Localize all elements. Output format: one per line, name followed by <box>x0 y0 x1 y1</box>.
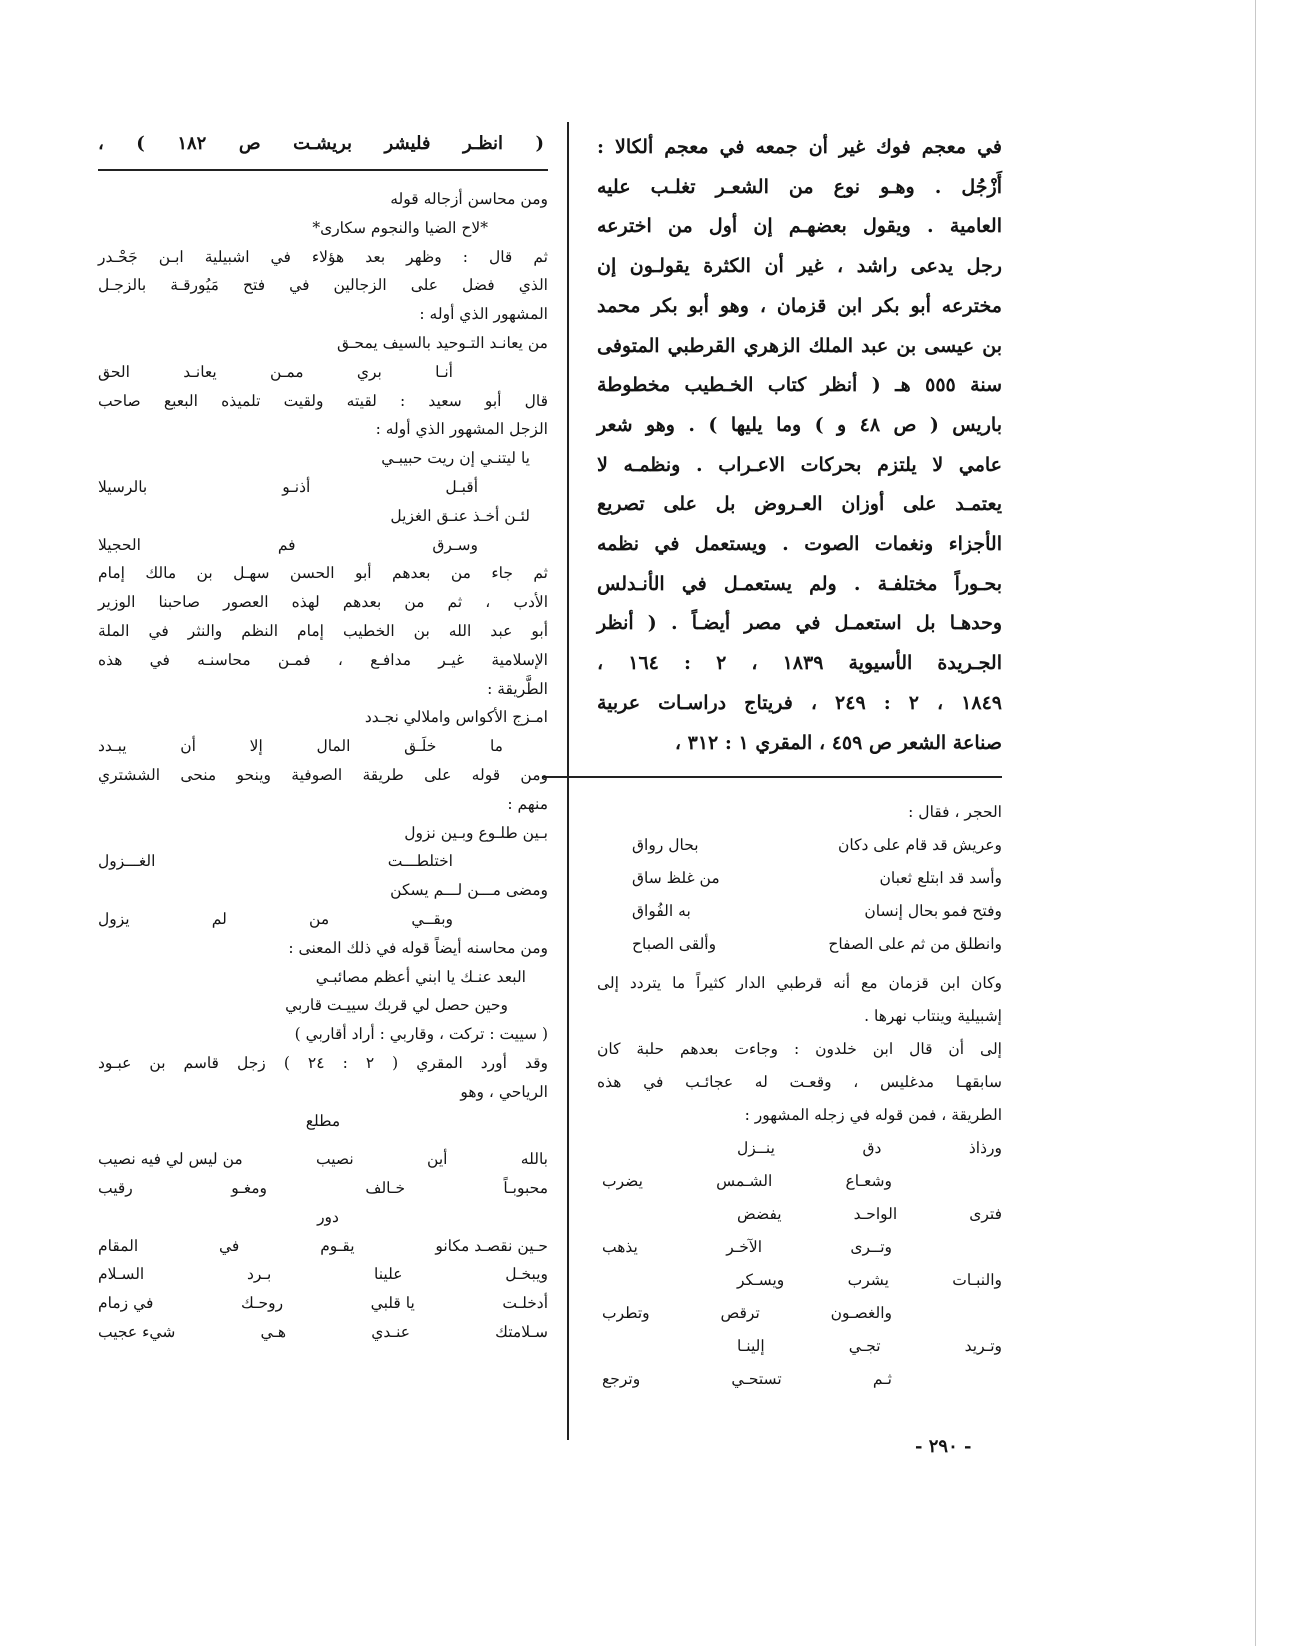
section-label: دور <box>317 1207 339 1226</box>
zajal-word: يفضض <box>737 1205 782 1224</box>
text-line: وحدهـا بل استعمـل في مصر أيضـاً . ( أنظر <box>597 612 1002 635</box>
page-number: - ٢٩٠ - <box>915 1436 972 1457</box>
text-line: سابقهـا مدغليس ، وقعـت له عجائـب في هذه <box>597 1073 1002 1092</box>
zajal-line <box>737 1330 1002 1363</box>
zajal-word: والنبـات <box>952 1271 1002 1290</box>
verse-row <box>632 928 1002 961</box>
text-line: صناعة الشعر ص ٤٥٩ ، المقري ١ : ٣١٢ ، <box>674 731 1002 754</box>
text-line: الإسلامية غيـر مدافـع ، فمـن محاسنـه في هذه <box>98 650 548 669</box>
poem-line <box>98 1232 548 1261</box>
text-line: لئـن أخـذ عنـق الغزيل <box>390 506 530 525</box>
poem-word: السـلام <box>98 1265 145 1284</box>
main-paragraph <box>597 128 1002 763</box>
poem-word: ويبخـل <box>505 1265 548 1284</box>
text-line: الأجزاء ونغمات الصوت . ويستعمل في نظمه <box>597 533 1002 556</box>
text-line: الذي فضل على الزجالين في فتح مَيُورقـة بالزجـل <box>98 276 548 295</box>
zajal-word: الواحـد <box>853 1205 898 1224</box>
text-line: يعتمـد على أوزان العـروض بل على تصريع <box>597 493 1002 516</box>
poem-word: عنـدي <box>371 1323 411 1342</box>
text-line: سنة ٥٥٥ هـ ( أنظر كتاب الخـطيب مخطوطة <box>597 374 1002 397</box>
poem-word: حـين نقصـد مكانو <box>435 1236 548 1255</box>
zajal-line <box>737 1132 1002 1165</box>
zajal-line <box>602 1363 892 1396</box>
verse-first: وأسد قد ابتلع ثعبان <box>879 869 1002 888</box>
text-line: في معجم فوك غير أن جمعه في معجم ألكالا : <box>597 136 1002 158</box>
verse-second: به الفُواق <box>632 902 691 921</box>
poem-word: رقيب <box>98 1179 133 1198</box>
text-line: أقبـل أذنـو بالرسيلا <box>98 477 478 496</box>
zajal-line <box>602 1231 892 1264</box>
poem-word: علينا <box>374 1265 403 1284</box>
text-line: باريس ( ص ٤٨ و ) وما يليها ) . وهو شعر <box>597 413 1002 436</box>
zajal-word: ثـم <box>872 1370 892 1389</box>
text-line: ثم قال : وظهر بعد هؤلاء في اشبيلية ابـن جَحْـدر <box>98 247 548 266</box>
verse-row <box>632 895 1002 928</box>
poem-word: شيء عجيب <box>98 1323 176 1342</box>
text-line: الأدب ، ثم من بعدهم لهذه العصور صاحبنا الوزير <box>98 593 548 612</box>
poem-word: روحـك <box>240 1294 284 1313</box>
text-line: أبو عبد الله بن الخطيب إمام النظم والنثر في الملة <box>98 621 548 640</box>
verse-row <box>632 829 1002 862</box>
poem-word: أين <box>427 1150 448 1169</box>
poem-word: يا قلبي <box>370 1294 415 1313</box>
text-line: المشهور الذي أوله : <box>419 305 548 324</box>
text-line: الرياحي ، وهو <box>460 1082 548 1101</box>
text-line: منهم : <box>507 794 548 813</box>
verse-second: بحال رواق <box>632 836 699 855</box>
zajal-word: وتـريد <box>964 1337 1002 1356</box>
verse-first: وفتح فمو بحال إنسان <box>864 902 1002 921</box>
text-line: امـزج الأكواس واملالي نجـدد <box>364 708 548 727</box>
text-line: وسـرق فم الحجيلا <box>98 535 478 554</box>
text-line: وكان ابن قزمان مع أنه قرطبي الدار كثيراً ما يتردد إلى <box>597 974 1002 993</box>
zajal-word: الشـمس <box>716 1172 773 1191</box>
text-line: العامية . ويقول بعضهـم إن أول من اخترعه <box>597 215 1002 238</box>
text-line: مخترعه أبو بكر ابن قزمان ، وهو أبو بكر محمد <box>597 294 1002 317</box>
text-line: من يعانـد التـوحيد بالسيف يمحـق <box>336 333 548 352</box>
zajal-word: يضرب <box>602 1172 643 1191</box>
poem-word: خـالف <box>365 1179 406 1198</box>
page-edge <box>1255 0 1256 1646</box>
verse-row <box>632 862 1002 895</box>
text-line: عامي لا يلتزم بحركات الاعـراب . ونظمـه لا <box>597 453 1002 476</box>
poem-word: سـلامتك <box>495 1323 548 1342</box>
zajal-line <box>602 1165 892 1198</box>
intro-line: الحجر ، فقال : <box>908 803 1002 822</box>
text-line: ١٨٤٩ ، ٢ : ٢٤٩ ، فريتاج دراسـات عربية <box>597 691 1002 714</box>
text-line: بحـوراً مختلفـة . ولم يستعمـل في الأنـدلس <box>597 572 1002 595</box>
verse-second: وألقى الصباح <box>632 935 717 954</box>
zajal-line <box>737 1264 1002 1297</box>
zajal-word: ينــزل <box>737 1139 775 1158</box>
poem-word: في زمام <box>98 1294 154 1313</box>
zajal-word: يذهب <box>602 1238 638 1257</box>
verse-second: من غلظ ساق <box>632 869 720 888</box>
text-line: رجل يدعى راشد ، غير أن الكثرة يقولـون إن <box>597 255 1002 278</box>
text-line: ومن محاسنه أيضاً قوله في ذلك المعنى : <box>288 938 548 957</box>
poem-word: يقـوم <box>320 1236 355 1255</box>
poem-line <box>98 1260 548 1289</box>
column-header: ( انظـر فليشر بريشـت ص ١٨٢ ) ، <box>98 133 544 154</box>
quoted-section <box>597 796 1002 1396</box>
zajal-line <box>737 1198 1002 1231</box>
text-line: يا ليتنـي إن ريت حبيبـي <box>381 449 530 468</box>
text-line: أَزْجُل . وهـو نوع من الشعـر تغلـب عليه <box>597 175 1002 198</box>
zajal-word: ورذاذ <box>968 1139 1002 1158</box>
text-line: وبقــي من لم يزول <box>98 909 453 928</box>
left-column <box>98 127 548 1347</box>
text-line: ومن محاسن أزجاله قوله <box>390 190 548 208</box>
zajal-word: تجـي <box>848 1337 881 1356</box>
text-line: إلى أن قال ابن خلدون : وجاءت بعدهم حلبة كان <box>597 1040 1002 1059</box>
zajal-word: الآخـر <box>726 1238 763 1257</box>
text-line: بـين طلـوع وبـين نزول <box>404 823 548 842</box>
poem-word: من ليس لي فيه نصيب <box>98 1150 243 1169</box>
zajal-line <box>602 1297 892 1330</box>
left-body <box>98 185 548 1347</box>
verse-first: وعريش قد قام على دكان <box>837 836 1002 855</box>
zajal-word: وتــرى <box>850 1238 892 1257</box>
zajal-word: وترجع <box>602 1370 641 1389</box>
right-column <box>597 128 1002 1396</box>
text-line: البعد عنـك يا ابني أعظم مصائبـي <box>315 967 526 986</box>
poem-line <box>98 1289 548 1318</box>
poem-line <box>98 1318 548 1347</box>
text-line: ومضى مـــن لـــم يسكن <box>390 881 548 900</box>
text-line: ثم جاء من بعدهم أبو الحسن سهـل بن مالك إمام <box>98 564 548 583</box>
zajal-word: ويسـكر <box>737 1271 785 1290</box>
text-line: الجـريدة الأسيوية ١٨٣٩ ، ٢ : ١٦٤ ، <box>597 652 1002 675</box>
text-line: ما خلَـق المال إلا أن يبـدد <box>98 737 503 756</box>
poem-word: بـرد <box>246 1265 272 1284</box>
verse-first: وانطلق من ثم على الصفاح <box>828 935 1002 954</box>
poem-line <box>98 1145 548 1174</box>
text-line: أنـا بري ممـن يعانـد الحق <box>98 362 453 381</box>
zajal-word: وشعـاع <box>845 1172 892 1191</box>
text-line: بن عيسى بن عبد الملك الزهري القرطبي المتوفى <box>597 334 1002 357</box>
zajal-word: فترى <box>969 1205 1002 1224</box>
poem-word: المقام <box>98 1236 139 1255</box>
text-line: *لاح الضيا والنجوم سكارى* <box>312 218 488 237</box>
poem-word: محبوبـاً <box>503 1179 548 1198</box>
zajal-word: تستحـي <box>731 1370 782 1389</box>
section-divider <box>542 776 1002 778</box>
poem-word: ومغـو <box>231 1179 268 1198</box>
poem-word: بالله <box>520 1150 548 1169</box>
poem-word: أدخلـت <box>502 1294 548 1313</box>
text-line: ( سييت : تركت ، وقاربي : أراد أقاربي ) <box>294 1025 548 1044</box>
zajal-word: يشرب <box>847 1271 889 1290</box>
text-line: وحين حصل لي قربك سييـت قاربي <box>285 996 508 1015</box>
text-line: الطريقة ، فمن قوله في زجله المشهور : <box>744 1106 1002 1125</box>
text-line: الطَّريقة : <box>487 679 548 698</box>
header-divider <box>98 169 548 171</box>
column-divider <box>567 122 569 1440</box>
poem-word: نصيب <box>316 1150 354 1169</box>
poem-line <box>98 1174 548 1203</box>
zajal-word: ترقص <box>720 1304 760 1323</box>
poem-word: هـي <box>260 1323 287 1342</box>
zajal-word: دق <box>862 1139 882 1158</box>
poem-word: في <box>219 1236 240 1255</box>
text-line: الزجل المشهور الذي أوله : <box>375 420 548 439</box>
text-line: إشبيلية وينتاب نهرها . <box>864 1007 1002 1026</box>
text-line: وقد أورد المقري ( ٢ : ٢٤ ) زجل قاسم بن عبـود <box>98 1053 548 1072</box>
text-line: اختلطـــت الغـــزول <box>98 852 453 871</box>
text-line: قال أبو سعيد : لقيته ولقيت تلميذه البعبع صاحب <box>98 391 548 410</box>
section-label: مطلع <box>305 1111 341 1130</box>
zajal-word: إلينـا <box>737 1337 765 1356</box>
text-line: ومن قوله على طريقة الصوفية وينحو منحى الششتري <box>98 765 548 784</box>
zajal-word: والغصـون <box>830 1304 892 1323</box>
zajal-word: وتطرب <box>602 1304 650 1323</box>
